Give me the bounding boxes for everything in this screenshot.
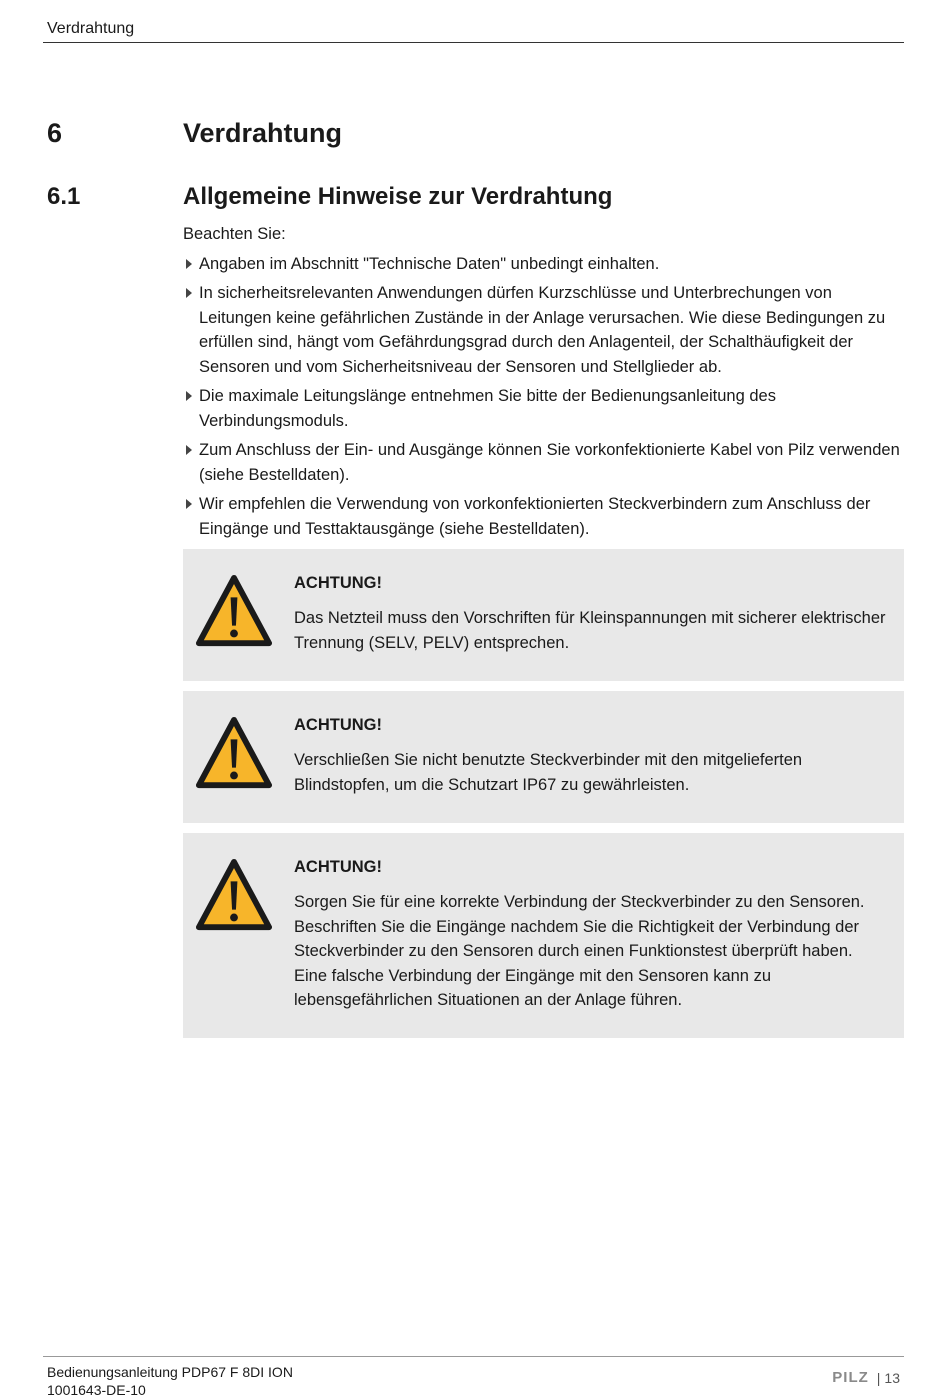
list-item-text: Angaben im Abschnitt "Technische Daten" unbedingt einhalten. xyxy=(199,254,660,273)
list-item-text: Zum Anschluss der Ein- und Ausgänge können Sie vorkonfektionierte Kabel von Pilz verwenden (siehe Bestelldaten). xyxy=(199,441,900,484)
list-item-text: Die maximale Leitungslänge entnehmen Sie bitte der Bedienungsanleitung des Verbindungsmoduls. xyxy=(199,387,776,430)
notice-body: Das Netzteil muss den Vorschriften für Kleinspannungen mit sicherer elektrischer Trennung (SELV, PELV) entsprechen. xyxy=(294,609,886,652)
notice-title: ACHTUNG! xyxy=(294,858,382,876)
intro-text: Beachten Sie: xyxy=(183,225,286,243)
chapter-number: 6 xyxy=(47,118,63,148)
bullet-arrow-icon xyxy=(186,445,192,455)
section-content xyxy=(183,222,903,546)
footer-doc-title: Bedienungsanleitung PDP67 F 8DI ION xyxy=(47,1364,293,1380)
chapter-title: Verdrahtung xyxy=(183,118,343,148)
list-item xyxy=(183,492,903,541)
notice-title: ACHTUNG! xyxy=(294,716,382,734)
instruction-list xyxy=(183,252,903,542)
warning-notice xyxy=(183,833,904,1038)
footer-divider xyxy=(43,1356,904,1357)
footer-page-info xyxy=(832,1369,900,1386)
warning-triangle-icon xyxy=(195,715,273,793)
warning-triangle-icon xyxy=(195,857,273,935)
list-item-text: In sicherheitsrelevanten Anwendungen dürfen Kurzschlüsse und Unterbrechungen von Leitungen keine gefährlichen Zustände in der Anlage verursachen. Wie diese Bedingungen zu erfüllen sind, hängt vom Gefährdungsgrad durch den Anlagenteil, der Schalthäufigkeit der Sensoren und vom Sicherheitsniveau der Sensoren und Stellglieder ab. xyxy=(199,284,886,376)
list-item xyxy=(183,252,903,277)
bullet-arrow-icon xyxy=(186,288,192,298)
notice-body: Verschließen Sie nicht benutzte Steckverbinder mit den mitgelieferten Blindstopfen, um die Schutzart IP67 zu gewährleisten. xyxy=(294,751,803,794)
list-item xyxy=(183,384,903,433)
warning-notice xyxy=(183,691,904,823)
bullet-arrow-icon xyxy=(186,391,192,401)
list-item-text: Wir empfehlen die Verwendung von vorkonfektionierten Steckverbindern zum Anschluss der Eingänge und Testtaktausgänge (siehe Bestelldaten). xyxy=(199,495,871,538)
warning-notice xyxy=(183,549,904,681)
running-header: Verdrahtung xyxy=(47,20,135,37)
notice-title: ACHTUNG! xyxy=(294,574,382,592)
page-separator: | xyxy=(876,1369,881,1386)
pilz-logo: PILZ xyxy=(832,1369,869,1386)
footer-doc-number: 1001643-DE-10 xyxy=(47,1382,146,1398)
footer-doc-info xyxy=(47,1363,293,1399)
bullet-arrow-icon xyxy=(186,499,192,509)
header-divider xyxy=(43,42,904,43)
bullet-arrow-icon xyxy=(186,259,192,269)
list-item xyxy=(183,281,903,379)
page-number: 13 xyxy=(884,1369,900,1386)
section-title: Allgemeine Hinweise zur Verdrahtung xyxy=(183,183,613,210)
list-item xyxy=(183,438,903,487)
section-number: 6.1 xyxy=(47,183,81,210)
notice-body: Sorgen Sie für eine korrekte Verbindung der Steckverbinder zu den Sensoren. Beschriften Sie die Eingänge nachdem Sie die Richtigkeit der Verbindung der Steckverbinder zu den Sensoren durch einen Funktionstest überprüft haben. Eine falsche Verbindung der Eingänge mit den Sensoren kann zu lebensgefährlichen Situationen an der Anlage führen. xyxy=(294,893,865,1009)
warning-triangle-icon xyxy=(195,573,273,651)
